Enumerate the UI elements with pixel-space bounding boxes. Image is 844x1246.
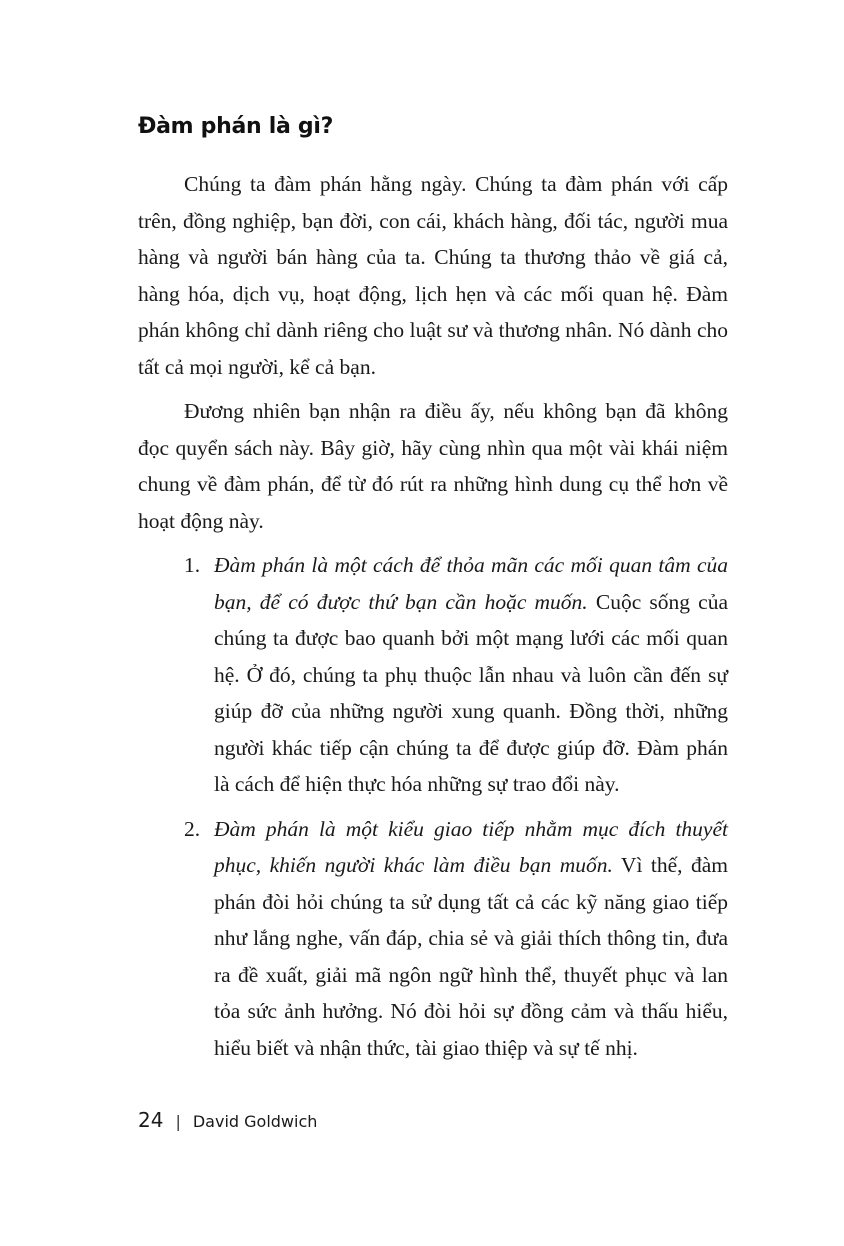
list-item-text: Cuộc sống của chúng ta được bao quanh bởi một mạng lưới các mối quan hệ. Ở đó, chúng ta phụ thuộc lẫn nhau và luôn cần đến sự giúp đỡ của những người xung quanh. Đồng thời, những người khác tiếp cận chúng ta để được giúp đỡ. Đàm phán là cách để hiện thực hóa những sự trao đổi này. [214,589,729,796]
paragraph: Chúng ta đàm phán hằng ngày. Chúng ta đàm phán với cấp trên, đồng nghiệp, bạn đời, con cái, khách hàng, đối tác, người mua hàng và người bán hàng của ta. Chúng ta thương thảo về giá cả, hàng hóa, dịch vụ, hoạt động, lịch hẹn và các mối quan hệ. Đàm phán không chỉ dành riêng cho luật sư và thương nhân. Nó dành cho tất cả mọi người, kể cả bạn. [138,172,728,379]
paragraph: Đương nhiên bạn nhận ra điều ấy, nếu không bạn đã không đọc quyển sách này. Bây giờ, hãy cùng nhìn qua một vài khái niệm chung về đàm phán, để từ đó rút ra những hình dung cụ thể hơn về hoạt động này. [138,399,728,533]
list-item-emphasis: Đàm phán là một kiểu giao tiếp nhằm mục đích thuyết phục, khiến người khác làm điều bạn muốn. [214,816,728,877]
list-number: 1. [184,553,201,577]
list-item-text: Vì thế, đàm phán đòi hỏi chúng ta sử dụng tất cả các kỹ năng giao tiếp như lắng nghe, vấn đáp, chia sẻ và giải thích thông tin, đưa ra đề xuất, giải mã ngôn ngữ hình thể, thuyết phục và lan tỏa sức ảnh hưởng. Nó đòi hỏi sự đồng cảm và thấu hiểu, hiểu biết và nhận thức, tài giao thiệp và sự tế nhị. [214,853,728,1060]
page-footer [138,1108,317,1132]
page-number: 24 [138,1108,164,1132]
footer-separator: | [175,1112,181,1131]
section-heading: Đàm phán là gì? [138,114,334,139]
list-item [138,811,728,1067]
list-item [138,547,728,803]
list-item-emphasis: Đàm phán là một cách để thỏa mãn các mối quan tâm của bạn, để có được thứ bạn cần hoặc muốn. [214,553,728,614]
list-number: 2. [184,816,201,841]
author-name: David Goldwich [192,1112,318,1131]
numbered-list [138,547,728,1066]
body-text [138,166,728,1074]
